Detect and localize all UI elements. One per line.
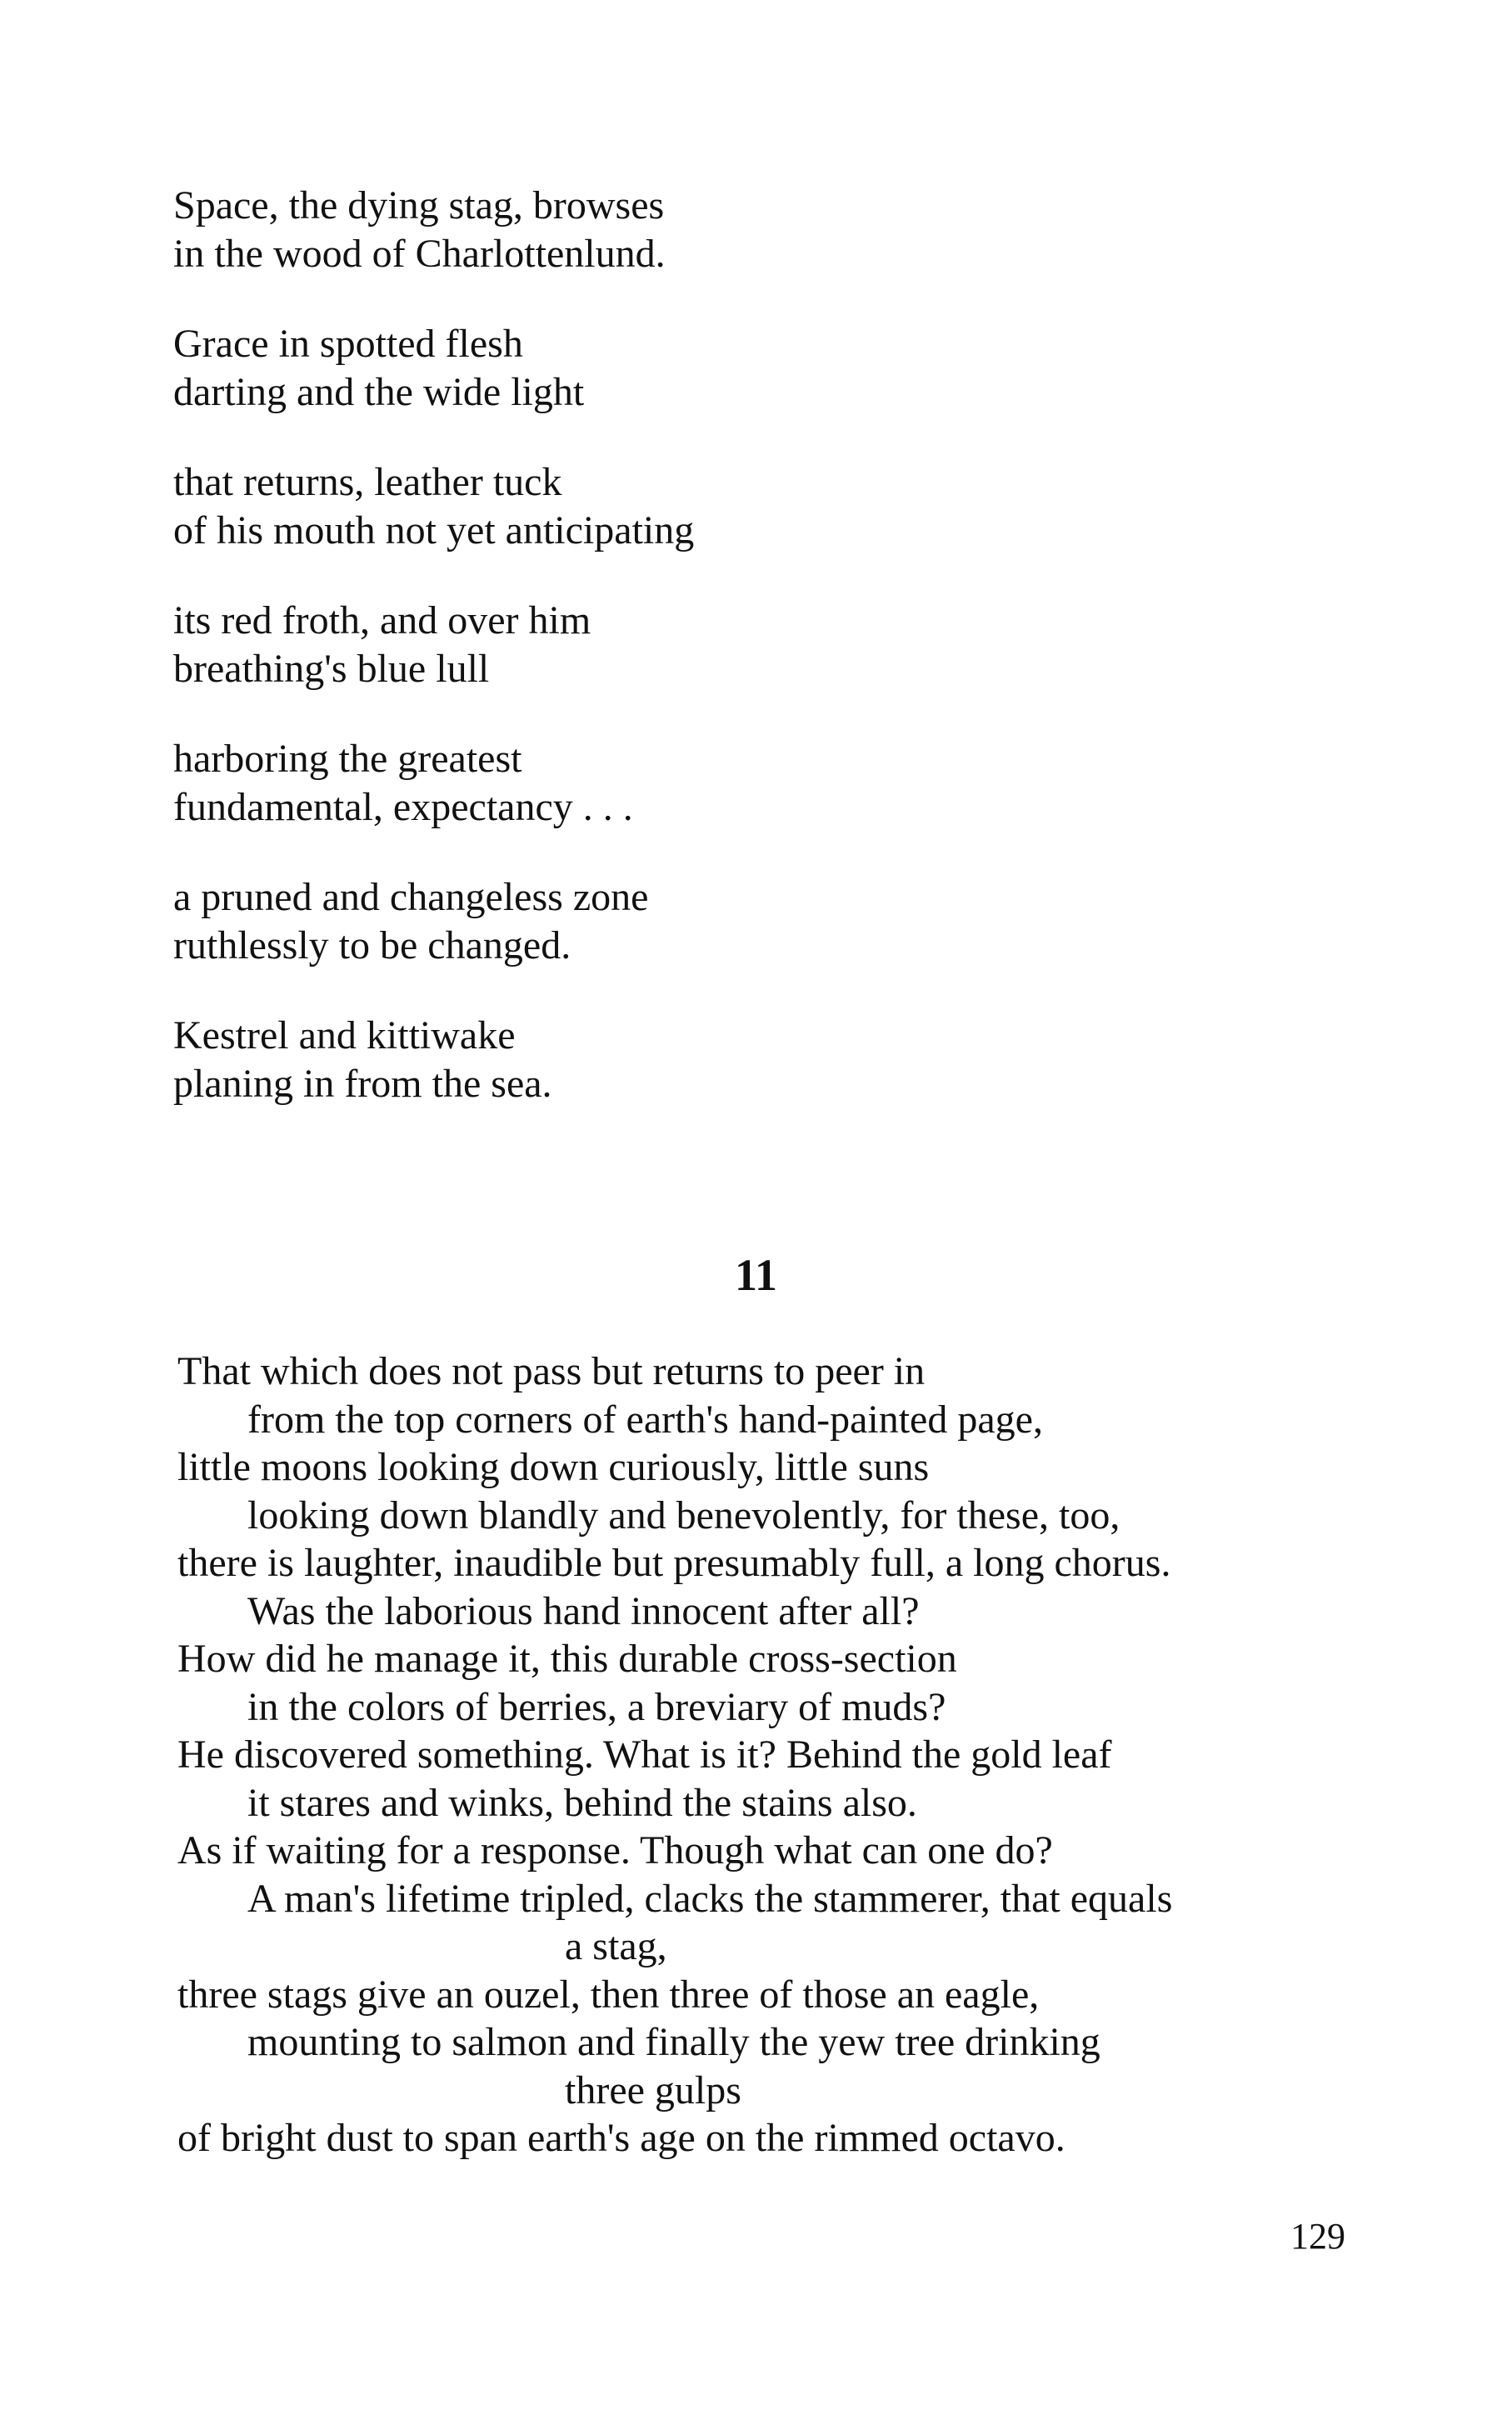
stanza <box>173 873 1173 970</box>
poem-line: in the colors of berries, a breviary of muds? <box>247 1684 946 1729</box>
poem-line: a pruned and changeless zone <box>173 875 649 919</box>
stanza <box>173 320 1173 417</box>
poem-section-top <box>173 182 1173 1150</box>
poem-line: planing in from the sea. <box>173 1062 552 1106</box>
poem-line: mounting to salmon and finally the yew tree drinking <box>247 2020 1100 2064</box>
stanza <box>173 597 1173 693</box>
poem-line: darting and the wide light <box>173 370 585 414</box>
poem-line: of his mouth not yet anticipating <box>173 508 695 552</box>
poem-line: harboring the greatest <box>173 737 522 781</box>
poem-line: Space, the dying stag, browses <box>173 183 665 228</box>
stanza <box>173 182 1173 278</box>
stanza <box>173 735 1173 832</box>
poem-line: Kestrel and kittiwake <box>173 1013 516 1058</box>
poem-line: fundamental, expectancy . . . <box>173 785 633 829</box>
poem-line-continuation: a stag, <box>565 1924 667 1968</box>
poem-line: that returns, leather tuck <box>173 460 562 504</box>
stanza <box>173 458 1173 555</box>
poem-section-bottom <box>177 1348 1427 2162</box>
poem-line: in the wood of Charlottenlund. <box>173 232 666 276</box>
poem-line: looking down blandly and benevolently, for these, too, <box>247 1492 1120 1538</box>
poem-line: three stags give an ouzel, then three of those an eagle, <box>177 1972 1040 2017</box>
poem-line: ruthlessly to be changed. <box>173 923 571 968</box>
poem-line: Was the laborious hand innocent after all? <box>247 1588 920 1633</box>
poem-line: from the top corners of earth's hand-painted page, <box>247 1397 1043 1442</box>
poem-line: it stares and winks, behind the stains also. <box>247 1780 917 1825</box>
poem-line: That which does not pass but returns to peer in <box>177 1349 926 1393</box>
poem-line: there is laughter, inaudible but presumably full, a long chorus. <box>177 1541 1171 1585</box>
poem-line: little moons looking down curiously, little suns <box>177 1445 930 1489</box>
poem-line: A man's lifetime tripled, clacks the stammerer, that equals <box>247 1876 1173 1921</box>
stanza <box>173 1012 1173 1108</box>
poem-line: of bright dust to span earth's age on the rimmed octavo. <box>177 2116 1065 2160</box>
poem-line-continuation: three gulps <box>565 2068 741 2112</box>
poem-line: As if waiting for a response. Though what can one do? <box>177 1828 1053 1872</box>
section-number: 11 <box>734 1250 778 1300</box>
page-number: 129 <box>1290 2216 1345 2257</box>
poem-line: Grace in spotted flesh <box>173 322 523 366</box>
poem-line: How did he manage it, this durable cross-section <box>177 1637 957 1681</box>
poem-line: its red froth, and over him <box>173 598 591 642</box>
poem-line: breathing's blue lull <box>173 647 490 691</box>
poem-line: He discovered something. What is it? Behind the gold leaf <box>177 1732 1112 1777</box>
